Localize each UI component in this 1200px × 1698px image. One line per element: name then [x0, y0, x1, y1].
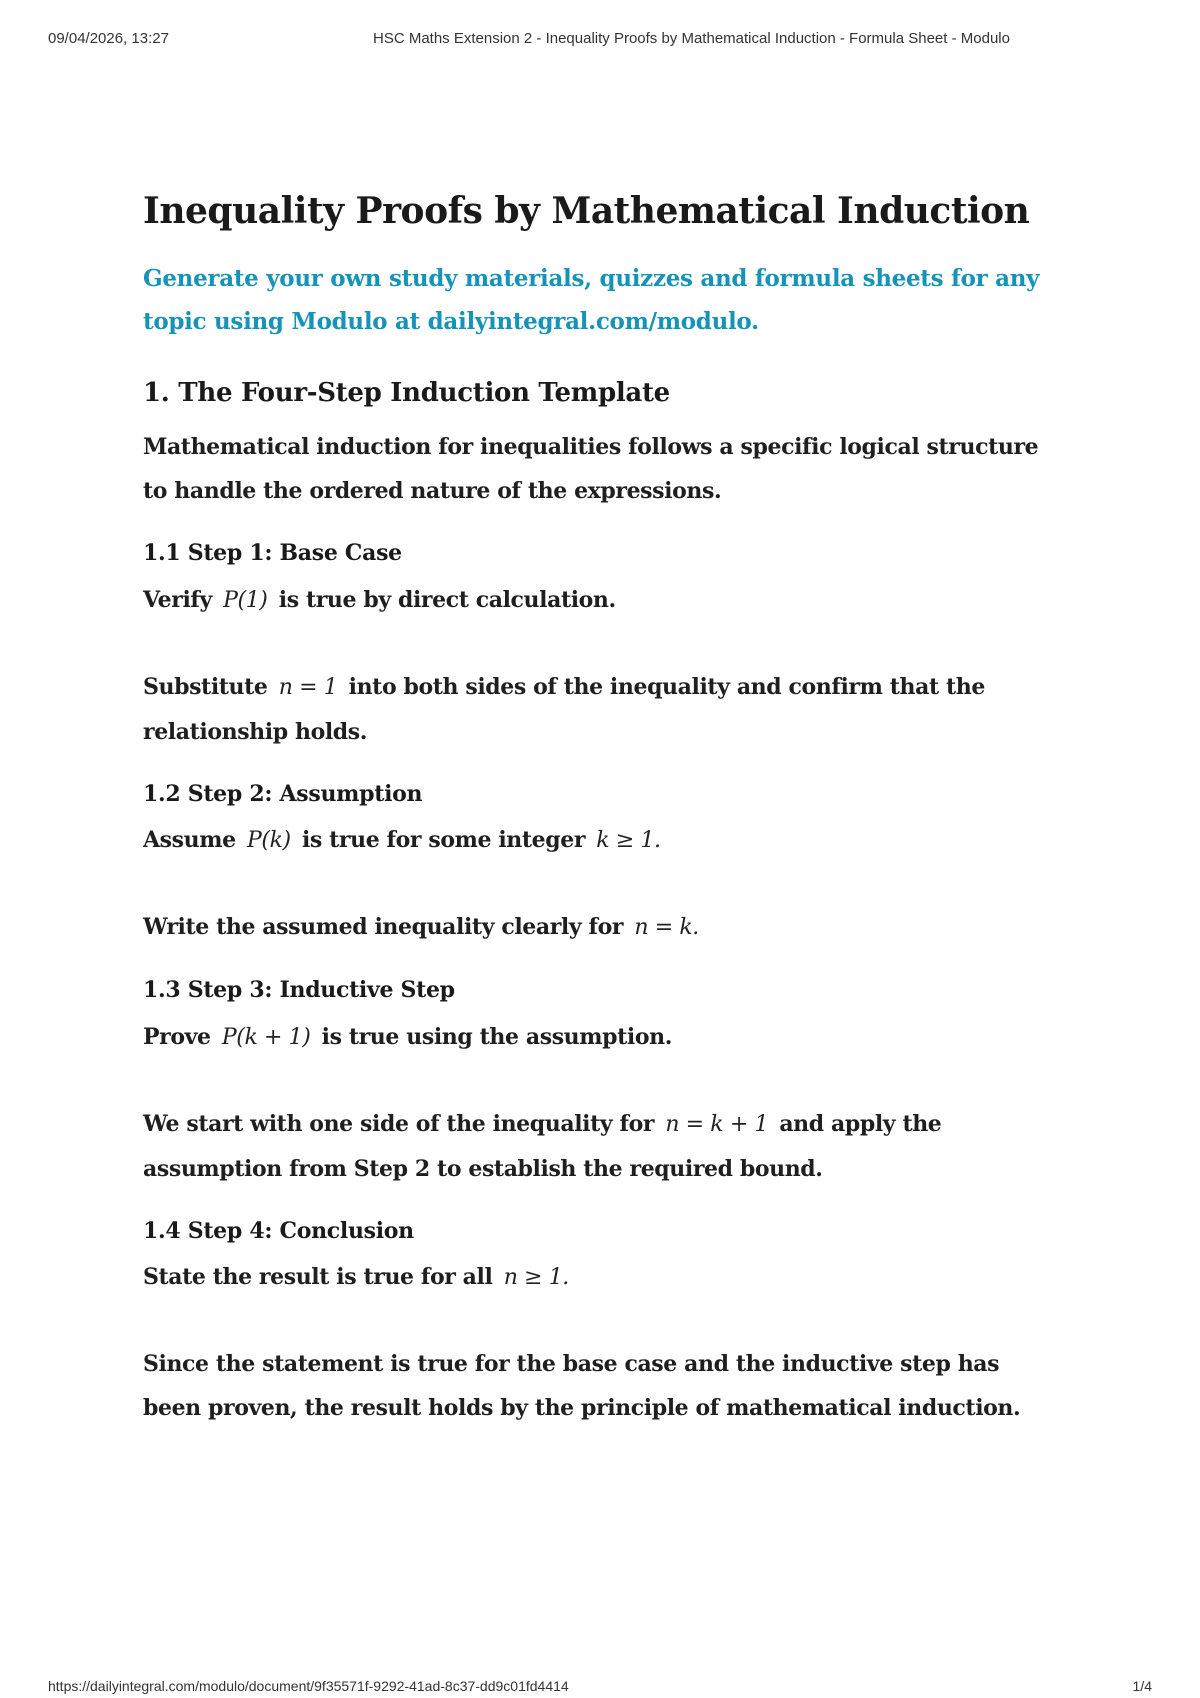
- print-page-title: HSC Maths Extension 2 - Inequality Proofs by Mathematical Induction - Formula Sheet - Modulo: [373, 30, 1010, 47]
- step4-paragraph-1: State the result is true for all n ≥ 1.: [143, 1255, 1063, 1300]
- math-expression: P(1): [223, 587, 268, 613]
- print-header: [48, 30, 1152, 50]
- math-expression: n = k.: [634, 915, 699, 941]
- math-expression: n = 1: [278, 674, 338, 700]
- step4-heading: 1.4 Step 4: Conclusion: [143, 1217, 414, 1244]
- step2-paragraph-1: Assume P(k) is true for some integer k ≥ 1.: [143, 818, 1063, 863]
- section-intro: Mathematical induction for inequalities follows a specific logical structure to handle the ordered nature of the expressions.: [143, 433, 1039, 504]
- step3-paragraph-2: We start with one side of the inequality for n = k + 1 and apply the assumption from Step 2 to establish the required bound.: [143, 1110, 942, 1182]
- step1-paragraph-1: Verify P(1) is true by direct calculation.: [143, 586, 616, 613]
- print-footer: [48, 1678, 1152, 1696]
- page-number: 1/4: [1132, 1678, 1152, 1694]
- math-expression: P(k + 1): [221, 1024, 311, 1050]
- print-url: https://dailyintegral.com/modulo/document/9f35571f-9292-41ad-8c37-dd9c01fd4414: [48, 1678, 569, 1694]
- step1-heading: 1.1 Step 1: Base Case: [143, 539, 402, 566]
- step4-paragraph-2: Since the statement is true for the base case and the inductive step has been proven, the result holds by the principle of mathematical induction.: [143, 1351, 1021, 1422]
- step1-paragraph-2: Substitute n = 1 into both sides of the inequality and confirm that the relationship holds.: [143, 673, 985, 745]
- document-content: [143, 190, 1063, 1430]
- print-date: 09/04/2026, 13:27: [48, 30, 169, 47]
- step2-paragraph-2: Write the assumed inequality clearly for n = k.: [143, 905, 1063, 950]
- math-expression: n ≥ 1.: [503, 1265, 569, 1291]
- step3-heading: 1.3 Step 3: Inductive Step: [143, 977, 455, 1004]
- section-heading: 1. The Four-Step Induction Template: [143, 378, 670, 409]
- math-expression: k ≥ 1.: [596, 828, 661, 854]
- math-expression: P(k): [246, 828, 291, 854]
- step2-heading: 1.2 Step 2: Assumption: [143, 780, 423, 807]
- promo-link[interactable]: Generate your own study materials, quizzes and formula sheets for any topic using Modulo at dailyintegral.com/modulo.: [143, 265, 1040, 336]
- document-title: Inequality Proofs by Mathematical Induction: [143, 190, 1030, 232]
- math-expression: n = k + 1: [665, 1111, 769, 1137]
- step3-paragraph-1: Prove P(k + 1) is true using the assumption.: [143, 1023, 672, 1050]
